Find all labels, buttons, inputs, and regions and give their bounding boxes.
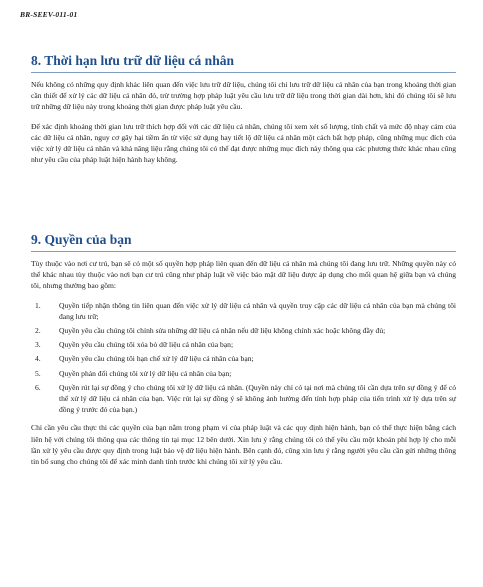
section-8-paragraph-2: Để xác định khoảng thời gian lưu trữ thích hợp đối với các dữ liệu cá nhân, chúng tôi xem xét số lượng, tính chất và mức độ nhạy cảm của các dữ liệu cá nhân, nguy cơ gây hại tiềm ẩn từ việc sử dụng hay tiết lộ dữ liệu cá nhân một cách bất hợp pháp, cũng những mục đích của việc xử lý dữ liệu cá nhân và khả năng liệu rằng chúng tôi có thể đạt được những mục đích này thông qua các phương thức khác nhau cũng như yêu cầu của pháp luật hiện hành hay không. bbox=[31, 121, 456, 165]
list-number: 2. bbox=[35, 326, 41, 336]
rights-list-item bbox=[31, 368, 456, 379]
list-item-text: Quyền yêu cầu chúng tôi hạn chế xử lý dữ liệu cá nhân của bạn; bbox=[59, 354, 254, 364]
section-8-heading: 8. Thời hạn lưu trữ dữ liệu cá nhân bbox=[31, 53, 456, 73]
rights-list bbox=[31, 300, 456, 416]
list-number: 5. bbox=[35, 368, 41, 378]
rights-list-item bbox=[31, 382, 456, 416]
section-9-closing: Chỉ cần yêu cầu thực thi các quyền của bạn nằm trong phạm vi của pháp luật và các quy định hiện hành, bạn có thể thực hiện bằng cách liên hệ với chúng tôi thông qua các thông tin tại mục 12 bên dưới. Xin lưu ý rằng chúng tôi có thể yêu cầu một khoản phí hợp lý cho mỗi lần xử lý yêu cầu được quy định trong luật bảo vệ dữ liệu hiện hành. Bên cạnh đó, cũng xin lưu ý rằng người yêu cầu cần gửi những thông tin bổ sung cho chúng tôi để xác minh danh tính trước khi chúng tôi xử lý yêu cầu. bbox=[31, 423, 456, 467]
document-code: BR-SEEV-011-01 bbox=[20, 10, 78, 19]
section-your-rights bbox=[31, 232, 456, 475]
section-retention-period bbox=[31, 53, 456, 173]
list-number: 3. bbox=[35, 340, 41, 350]
list-item-text: Quyền yêu cầu chúng tôi xóa bỏ dữ liệu cá nhân của bạn; bbox=[59, 340, 234, 350]
rights-list-item bbox=[31, 300, 456, 322]
list-item-text: Quyền phản đối chúng tôi xử lý dữ liệu cá nhân của bạn; bbox=[59, 368, 232, 378]
list-item-text: Quyền tiếp nhận thông tin liên quan đến việc xử lý dữ liệu cá nhân và quyền truy cập các dữ liệu cá nhân của bạn mà chúng tôi đang lưu trữ; bbox=[59, 300, 456, 321]
section-9-intro: Tùy thuộc vào nơi cư trú, bạn sẽ có một số quyền hợp pháp liên quan đến dữ liệu cá nhân mà chúng tôi đang lưu trữ. Những quyền này có thể khác nhau tùy thuộc vào nơi bạn cư trú cũng như pháp luật về việc bảo mật dữ liệu được áp dụng cho mối quan hệ giữa bạn và chúng tôi, nhưng thường bao gồm: bbox=[31, 259, 456, 291]
list-number: 4. bbox=[35, 354, 41, 364]
list-item-text: Quyền yêu cầu chúng tôi chỉnh sửa những dữ liệu cá nhân nếu dữ liệu không chính xác hoặc không đầy đủ; bbox=[59, 326, 386, 336]
rights-list-item bbox=[31, 339, 456, 350]
list-item-text: Quyền rút lại sự đồng ý cho chúng tôi xử lý dữ liệu cá nhân. (Quyền này chỉ có tại nơi mà chúng tôi cần dựa trên sự đồng ý để có thể xử lý dữ liệu cá nhân của bạn. Việc rút lại sự đồng ý sẽ không ảnh hưởng đến tính hợp pháp của tiến trình xử lý dựa trên sự đồng ý trước đó của bạn.) bbox=[59, 382, 456, 415]
section-9-heading: 9. Quyền của bạn bbox=[31, 232, 456, 252]
list-number: 6. bbox=[35, 382, 41, 392]
section-8-paragraph-1: Nếu không có những quy định khác liên quan đến việc lưu trữ dữ liệu, chúng tôi chỉ lưu trữ dữ liệu cá nhân của bạn trong khoảng thời gian cần thiết để xử lý các dữ liệu cá nhân đó, trừ trường hợp pháp luật yêu cầu lưu trữ dữ liệu trong thời gian dài hơn, khi đó chúng tôi sẽ lưu trữ những dữ liệu này trong khoảng thời gian được pháp luật yêu cầu. bbox=[31, 80, 456, 112]
rights-list-item bbox=[31, 325, 456, 336]
rights-list-item bbox=[31, 353, 456, 364]
list-number: 1. bbox=[35, 300, 41, 310]
